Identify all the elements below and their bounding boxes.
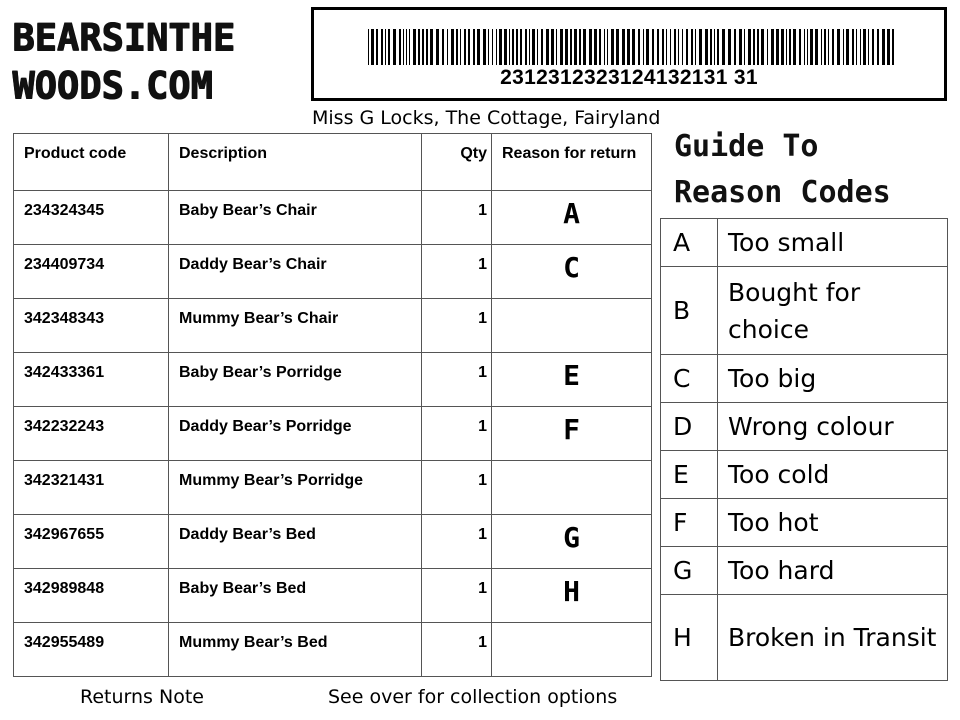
barcode-bar (565, 29, 568, 65)
barcode-bar (492, 29, 493, 65)
barcode-bar (824, 29, 826, 65)
reason-meaning: Too cold (718, 451, 948, 499)
barcode-bar (473, 29, 475, 65)
barcode-bar (430, 29, 433, 65)
table-row (14, 407, 652, 461)
barcode-bar (611, 29, 614, 65)
barcode-bar (666, 29, 667, 65)
description-cell: Baby Bear’s Chair (169, 191, 422, 245)
barcode-bar (546, 29, 549, 65)
barcode-bar (409, 29, 410, 65)
barcode-bar (541, 29, 543, 65)
barcode-bar (832, 29, 834, 65)
table-row (14, 515, 652, 569)
reason-code: A (661, 219, 718, 267)
product-code-cell: 342232243 (14, 407, 169, 461)
qty-cell: 1 (422, 461, 492, 515)
barcode-bar (748, 29, 751, 65)
reason-meaning: Broken in Transit (718, 595, 948, 681)
header-qty: Qty (422, 134, 492, 191)
table-row (14, 299, 652, 353)
barcode-bar (488, 29, 489, 65)
barcode-bar (710, 29, 712, 65)
barcode-bar (728, 29, 731, 65)
barcode-bar (616, 29, 619, 65)
barcode-bar (678, 29, 679, 65)
barcode-bar (821, 29, 822, 65)
reason-code: F (661, 499, 718, 547)
barcode-bar (863, 29, 866, 65)
reason-code-row (661, 355, 948, 403)
qty-cell: 1 (422, 353, 492, 407)
barcode-bar (413, 29, 416, 65)
barcode-bar (516, 29, 518, 65)
barcode-bar (599, 29, 601, 65)
barcode-bar (807, 29, 808, 65)
barcode-bar (815, 29, 818, 65)
reason-code: G (661, 547, 718, 595)
barcode-bar (722, 29, 725, 65)
qty-cell: 1 (422, 623, 492, 677)
reason-meaning: Too big (718, 355, 948, 403)
qty-cell: 1 (422, 191, 492, 245)
barcode-bar (579, 29, 581, 65)
barcode-bar (717, 29, 719, 65)
description-cell: Mummy Bear’s Chair (169, 299, 422, 353)
product-code-cell: 342955489 (14, 623, 169, 677)
barcode-bar (520, 29, 522, 65)
table-row (14, 623, 652, 677)
barcode-bar (674, 29, 676, 65)
barcode-bar (570, 29, 572, 65)
barcode-bar (734, 29, 736, 65)
barcode-bar (670, 29, 671, 65)
product-code-cell: 342967655 (14, 515, 169, 569)
barcode-bar (877, 29, 879, 65)
barcode-bar (574, 29, 577, 65)
barcode-bar (638, 29, 640, 65)
product-code-cell: 342348343 (14, 299, 169, 353)
barcode-bar (385, 29, 386, 65)
table-row (14, 569, 652, 623)
barcode-bar (403, 29, 404, 65)
table-row (14, 461, 652, 515)
reason-cell: E (492, 353, 652, 407)
customer-address: Miss G Locks, The Cottage, Fairyland (312, 107, 661, 129)
barcode-bar (892, 29, 894, 65)
table-row (14, 191, 652, 245)
barcode-bar (786, 29, 787, 65)
barcode-bar (682, 29, 683, 65)
description-cell: Daddy Bear’s Porridge (169, 407, 422, 461)
barcode-bar (456, 29, 458, 65)
barcode-bar (695, 29, 696, 65)
reason-code-row (661, 595, 948, 681)
reason-meaning: Wrong colour (718, 403, 948, 451)
barcode-bar (589, 29, 592, 65)
barcode-bar (525, 29, 527, 65)
barcode-bar (856, 29, 857, 65)
barcode-bar (468, 29, 470, 65)
qty-cell: 1 (422, 299, 492, 353)
barcode-bar (504, 29, 507, 65)
header-product-code: Product code (14, 134, 169, 191)
reason-cell: C (492, 245, 652, 299)
barcode-bar (529, 29, 530, 65)
barcode-bar (744, 29, 745, 65)
barcode-bar (781, 29, 784, 65)
barcode-bar (657, 29, 659, 65)
product-code-cell: 342321431 (14, 461, 169, 515)
barcode-bar (887, 29, 890, 65)
guide-title-line-2: Reason Codes (674, 175, 891, 210)
barcode-bar (393, 29, 396, 65)
reason-meaning: Too small (718, 219, 948, 267)
qty-cell: 1 (422, 407, 492, 461)
barcode-bar (371, 29, 374, 65)
reason-code: C (661, 355, 718, 403)
table-row (14, 353, 652, 407)
barcode-bar (512, 29, 514, 65)
barcode-bars (368, 29, 896, 65)
barcode-bar (714, 29, 715, 65)
reason-code-row (661, 403, 948, 451)
barcode-bar (537, 29, 538, 65)
barcode-bar (622, 29, 625, 65)
description-cell: Daddy Bear’s Chair (169, 245, 422, 299)
reason-meaning: Too hot (718, 499, 948, 547)
product-code-cell: 342989848 (14, 569, 169, 623)
barcode-bar (691, 29, 693, 65)
barcode-bar (882, 29, 885, 65)
barcode-bar (828, 29, 829, 65)
barcode-bar (447, 29, 448, 65)
reason-code-row (661, 499, 948, 547)
barcode-bar (739, 29, 742, 65)
reason-code: B (661, 267, 718, 355)
reason-meaning: Bought for choice (718, 267, 948, 355)
barcode-bar (804, 29, 805, 65)
barcode-bar (406, 29, 407, 65)
reason-code-row (661, 267, 948, 355)
barcode-bar (662, 29, 664, 65)
footer-collection-options: See over for collection options (328, 686, 618, 708)
barcode-bar (509, 29, 510, 65)
barcode-bar (757, 29, 759, 65)
barcode-bar (560, 29, 563, 65)
barcode-bar (632, 29, 635, 65)
barcode-bar (705, 29, 708, 65)
barcode-bar (761, 29, 764, 65)
logo-line-2: WOODS.COM (12, 64, 213, 107)
barcode-bar (551, 29, 554, 65)
description-cell: Baby Bear’s Bed (169, 569, 422, 623)
barcode-bar (646, 29, 649, 65)
reason-codes-table (660, 218, 948, 681)
barcode-bar (652, 29, 654, 65)
description-cell: Mummy Bear’s Bed (169, 623, 422, 677)
reason-code: E (661, 451, 718, 499)
barcode-bar (793, 29, 796, 65)
barcode-number: 2312312323124132131 31 (500, 66, 758, 89)
barcode-bar (776, 29, 779, 65)
reason-code: H (661, 595, 718, 681)
product-code-cell: 342433361 (14, 353, 169, 407)
barcode-bar (627, 29, 630, 65)
returns-header-row (14, 134, 652, 191)
barcode-box (311, 7, 947, 101)
barcode-bar (376, 29, 378, 65)
barcode-bar (460, 29, 461, 65)
header-description: Description (169, 134, 422, 191)
header-reason: Reason for return (492, 134, 652, 191)
site-logo (12, 14, 304, 110)
barcode-bar (422, 29, 424, 65)
guide-title (674, 124, 891, 216)
barcode-bar (368, 29, 369, 65)
barcode-bar (771, 29, 774, 65)
barcode-bar (477, 29, 480, 65)
reason-code-row (661, 219, 948, 267)
barcode-bar (852, 29, 854, 65)
reason-cell: H (492, 569, 652, 623)
barcode-bar (583, 29, 586, 65)
barcode-bar (451, 29, 454, 65)
barcode-bar (388, 29, 390, 65)
barcode-bar (556, 29, 557, 65)
barcode-bar (643, 29, 644, 65)
barcode-bar (381, 29, 383, 65)
barcode-bar (846, 29, 849, 65)
qty-cell: 1 (422, 569, 492, 623)
reason-code-row (661, 451, 948, 499)
barcode-bar (810, 29, 813, 65)
qty-cell: 1 (422, 515, 492, 569)
barcode-bar (483, 29, 486, 65)
barcode-bar (426, 29, 428, 65)
reason-cell (492, 623, 652, 677)
reason-cell (492, 461, 652, 515)
reason-code: D (661, 403, 718, 451)
product-code-cell: 234324345 (14, 191, 169, 245)
barcode-bar (496, 29, 497, 65)
barcode-bar (686, 29, 688, 65)
barcode-bar (868, 29, 869, 65)
table-row (14, 245, 652, 299)
barcode-bar (499, 29, 502, 65)
product-code-cell: 234409734 (14, 245, 169, 299)
barcode-bar (464, 29, 466, 65)
reason-code-row (661, 547, 948, 595)
barcode-bar (843, 29, 844, 65)
reason-meaning: Too hard (718, 547, 948, 595)
description-cell: Mummy Bear’s Porridge (169, 461, 422, 515)
barcode-bar (753, 29, 755, 65)
barcode-bar (594, 29, 597, 65)
barcode-bar (799, 29, 801, 65)
reason-cell: F (492, 407, 652, 461)
description-cell: Baby Bear’s Porridge (169, 353, 422, 407)
reason-cell: G (492, 515, 652, 569)
barcode-bar (860, 29, 861, 65)
guide-title-line-1: Guide To (674, 129, 819, 164)
footer-returns-note: Returns Note (80, 686, 204, 708)
barcode-bar (699, 29, 702, 65)
qty-cell: 1 (422, 245, 492, 299)
reason-cell: A (492, 191, 652, 245)
barcode-bar (789, 29, 791, 65)
barcode-bar (442, 29, 444, 65)
barcode-bar (837, 29, 840, 65)
barcode-bar (418, 29, 420, 65)
description-cell: Daddy Bear’s Bed (169, 515, 422, 569)
barcode-bar (607, 29, 608, 65)
returns-table (13, 133, 652, 677)
barcode-bar (436, 29, 439, 65)
barcode-bar (399, 29, 401, 65)
reason-cell (492, 299, 652, 353)
logo-line-1: BEARSINTHE (12, 16, 235, 59)
barcode-bar (767, 29, 768, 65)
barcode-bar (532, 29, 535, 65)
barcode-bar (872, 29, 874, 65)
barcode-bar (604, 29, 605, 65)
